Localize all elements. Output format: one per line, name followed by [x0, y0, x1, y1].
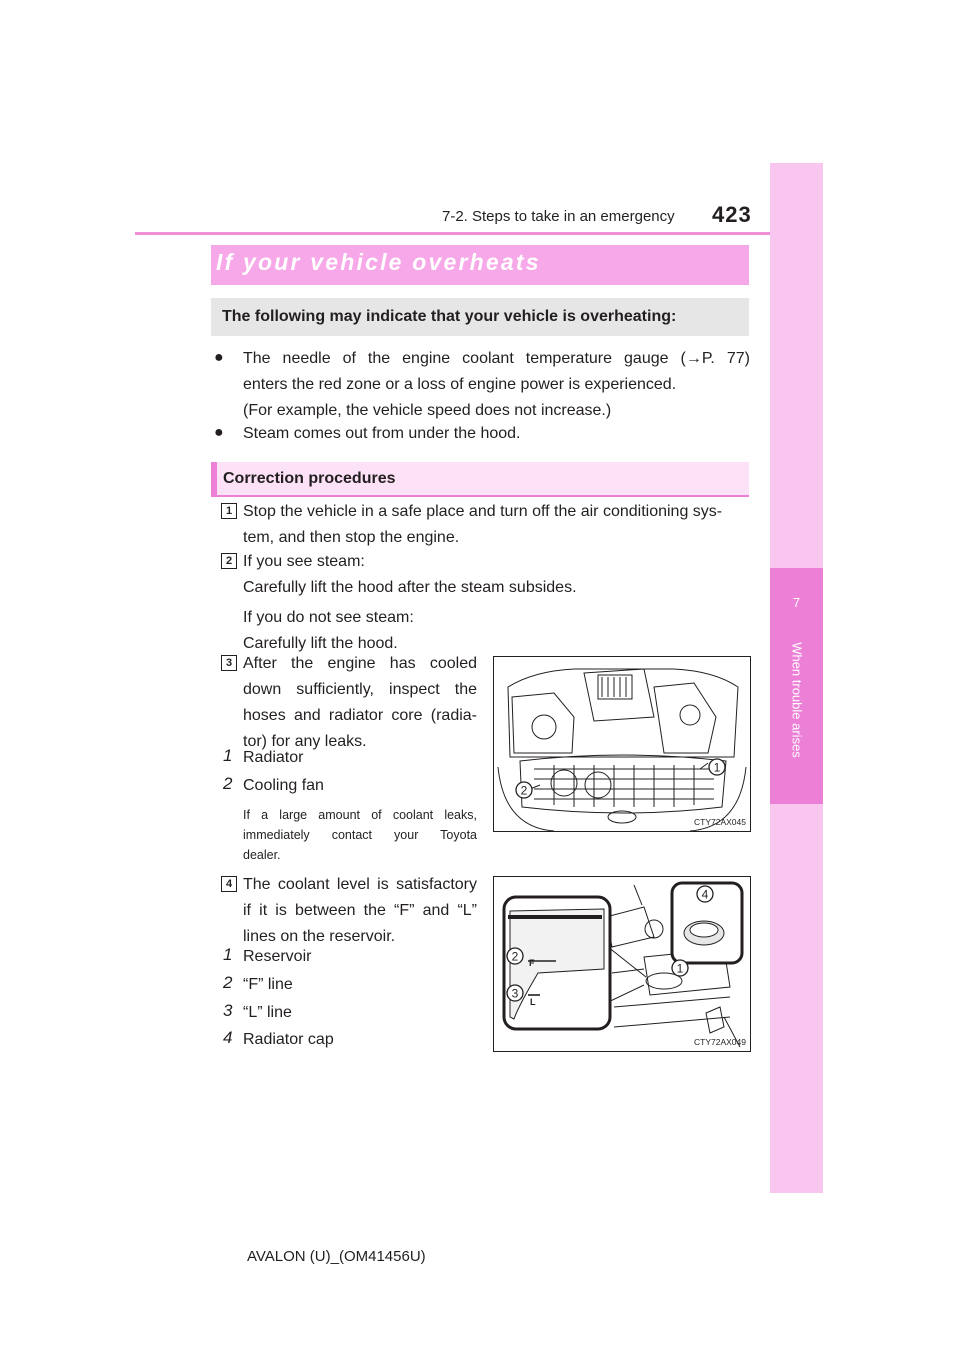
- step-number-1: 1: [221, 503, 237, 519]
- step-4-line2: if it is between the “F” and “L”: [243, 902, 477, 919]
- indicator-1-line3: (For example, the vehicle speed does not increase.): [243, 402, 612, 419]
- svg-text:1: 1: [713, 760, 721, 775]
- chapter-title: When trouble arises: [789, 642, 805, 758]
- f-line-mark: F: [529, 958, 535, 968]
- svg-text:3: 3: [511, 986, 519, 1001]
- callout-number: 4: [223, 1028, 233, 1047]
- indicator-1-line2: enters the red zone or a loss of engine power is experienced.: [243, 376, 677, 393]
- callout-circle-4: [697, 886, 713, 902]
- step-4-line3: lines on the reservoir.: [243, 928, 396, 945]
- indicators-heading: The following may indicate that your vehicle is overheating:: [222, 308, 677, 325]
- correction-heading-accent: [211, 462, 217, 496]
- step-3-line1: After the engine has cooled: [243, 655, 477, 672]
- svg-text:2: 2: [520, 783, 528, 798]
- callout-circle-2: [507, 948, 523, 964]
- step-3-line3: hoses and radiator core (radia-: [243, 707, 477, 724]
- callout-number: 1: [223, 746, 233, 765]
- page-title: If your vehicle overheats: [216, 249, 541, 275]
- callout-label: Reservoir: [243, 948, 312, 965]
- callout-label: Radiator cap: [243, 1031, 334, 1048]
- callout-number: 2: [223, 973, 233, 992]
- section-label: 7-2. Steps to take in an emergency: [442, 208, 675, 225]
- callout-circle-1: [709, 759, 725, 775]
- svg-text:1: 1: [676, 961, 684, 976]
- correction-heading-rule: [211, 495, 749, 497]
- step-1-line1: Stop the vehicle in a safe place and turn off the air conditioning sys-: [243, 503, 723, 520]
- callout-circle-2: [516, 782, 532, 798]
- step-2-line4: Carefully lift the hood.: [243, 635, 398, 652]
- svg-text:4: 4: [701, 887, 709, 902]
- step-2-line2: Carefully lift the hood after the steam subsides.: [243, 579, 577, 596]
- callout-circle-3: [507, 985, 523, 1001]
- callout-number: 1: [223, 945, 233, 964]
- note-line3: dealer.: [243, 848, 281, 862]
- step-4-line1: The coolant level is satisfactory: [243, 876, 477, 893]
- page-number: 423: [712, 202, 752, 227]
- callout-label: Cooling fan: [243, 777, 324, 794]
- step-2-line3: If you do not see steam:: [243, 609, 414, 626]
- header-rule: [135, 232, 823, 235]
- step-3-line2: down sufficiently, inspect the: [243, 681, 477, 698]
- figure-code: CTY72AX045: [694, 817, 746, 827]
- engine-bay-illustration: [494, 657, 750, 831]
- svg-text:2: 2: [511, 949, 519, 964]
- l-line-mark: L: [530, 997, 536, 1007]
- bullet-icon: ●: [214, 424, 224, 441]
- callout-number: 2: [223, 774, 233, 793]
- callout-number: 3: [223, 1001, 233, 1020]
- step-3-line4: tor) for any leaks.: [243, 733, 367, 750]
- step-number-4: 4: [221, 876, 237, 892]
- callout-label: “L” line: [243, 1004, 292, 1021]
- callout-circle-1: [672, 960, 688, 976]
- indicator-1-line1: The needle of the engine coolant temperature gauge (→P. 77): [243, 350, 750, 367]
- engine-bay-figure: [493, 656, 751, 832]
- figure-code: CTY72AX049: [694, 1037, 746, 1047]
- correction-heading: Correction procedures: [223, 470, 396, 487]
- bullet-icon: ●: [214, 349, 224, 366]
- reservoir-figure: [493, 876, 751, 1052]
- reservoir-illustration: [494, 877, 750, 1051]
- callout-label: Radiator: [243, 749, 304, 766]
- chapter-number: 7: [792, 595, 801, 610]
- step-2-line1: If you see steam:: [243, 553, 365, 570]
- step-1-line2: tem, and then stop the engine.: [243, 529, 460, 546]
- note-line2: immediately contact your Toyota: [243, 828, 477, 842]
- step-number-3: 3: [221, 655, 237, 671]
- callout-label: “F” line: [243, 976, 293, 993]
- note-line1: If a large amount of coolant leaks,: [243, 808, 477, 822]
- step-number-2: 2: [221, 553, 237, 569]
- indicator-2: Steam comes out from under the hood.: [243, 425, 521, 442]
- footer-model-code: AVALON (U)_(OM41456U): [247, 1248, 426, 1265]
